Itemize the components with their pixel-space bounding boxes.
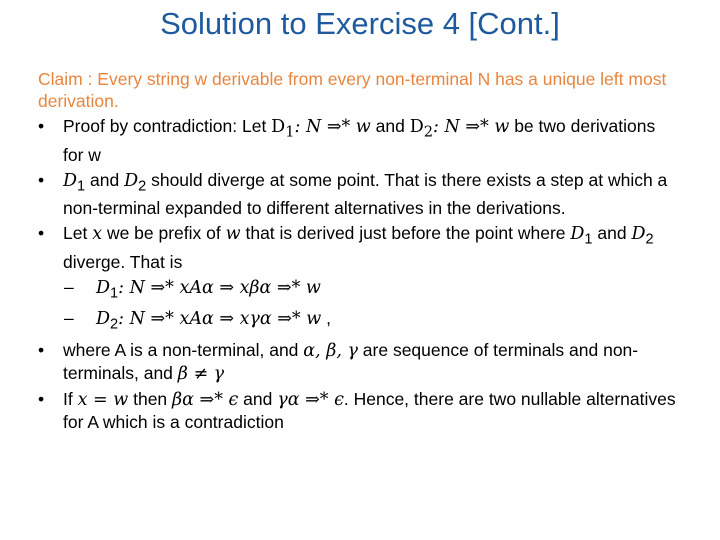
b1-text-3: be two derivations for w (63, 116, 656, 165)
b3-w: w (225, 224, 241, 244)
bullet-marker: • (38, 339, 45, 360)
b5-text-3: and (238, 388, 278, 409)
dash-marker: – (64, 308, 74, 328)
claim-text: Claim : Every string w derivable from every non-terminal N has a unique left most derivation. (38, 69, 667, 111)
s2-tail: , (321, 308, 331, 328)
b4-greek: α, β, γ (303, 340, 358, 361)
s2-d-sub: 2 (110, 316, 119, 333)
b3-d1: D (570, 224, 585, 244)
b3-text-4: and (592, 223, 632, 243)
b3-x: x (92, 224, 103, 244)
b3-text-5: diverge. That is (63, 251, 183, 272)
b4-text-2: are sequence of terminals and non-terminals, and (63, 339, 639, 383)
b1-d2: D (409, 117, 424, 137)
b5-math-1: x = w (77, 389, 129, 410)
b5-text-1: If (63, 388, 78, 409)
b2-d2: D (124, 170, 139, 191)
b4-neq: β ≠ γ (177, 363, 225, 384)
b2-d2-sub: 2 (138, 178, 147, 194)
b3-d1-sub: 1 (584, 231, 593, 248)
b1-d1-sub: 1 (285, 123, 295, 141)
s2-expression: : N ⇒* xAα ⇒ xγα ⇒* w (118, 309, 322, 329)
b1-text-1: Proof by contradiction: Let (63, 116, 272, 136)
s1-d-sub: 1 (110, 285, 119, 301)
bullet-proof-by-contradiction (38, 115, 678, 166)
b2-d1-sub: 1 (77, 178, 86, 194)
b1-d1: D (271, 117, 286, 137)
b5-text-2: then (128, 388, 173, 409)
b1-d1-derivation: : N ⇒* w (294, 117, 371, 137)
slide-title: Solution to Exercise 4 [Cont.] (160, 6, 560, 41)
s2-d: D (96, 309, 111, 329)
sub-bullet-d2-derivation (38, 307, 678, 336)
slide-content (38, 68, 678, 436)
b2-text-2: should diverge at some point. That is there exists a step at which a non-terminal expanded to different alternatives in the derivations. (63, 169, 668, 218)
b3-text-1: Let (63, 223, 93, 243)
bullet-marker: • (38, 388, 45, 409)
sub-bullet-d1-derivation (38, 276, 678, 305)
b2-text-1: and (85, 169, 125, 190)
b5-text-4: . Hence, there are two nullable alternatives for A which is a contradiction (63, 388, 676, 432)
bullet-where-a-nonterminal (38, 339, 678, 385)
b4-text-1: where A is a non-terminal, and (63, 339, 304, 360)
bullet-marker: • (38, 223, 45, 243)
s1-expression: : N ⇒* xAα ⇒ xβα ⇒* w (118, 277, 321, 298)
b3-text-2: we be prefix of (102, 223, 226, 243)
bullet-nullable-contradiction (38, 388, 678, 433)
bullet-diverge (38, 169, 678, 220)
bullet-marker: • (38, 116, 45, 136)
bullet-prefix (38, 222, 678, 273)
b1-d2-derivation: : N ⇒* w (433, 117, 510, 137)
b1-text-2: and (370, 116, 410, 136)
b1-d2-sub: 2 (423, 123, 434, 141)
bullet-marker: • (38, 169, 45, 190)
dash-marker: – (64, 276, 74, 297)
b5-math-2: βα ⇒* ϵ (172, 389, 239, 410)
s1-d: D (96, 277, 111, 298)
b3-d2: D (631, 224, 646, 244)
b2-d1: D (63, 170, 78, 191)
b3-d2-sub: 2 (645, 231, 654, 248)
b3-text-3: that is derived just before the point where (240, 223, 571, 243)
b5-math-3: γα ⇒* ϵ (277, 389, 344, 410)
